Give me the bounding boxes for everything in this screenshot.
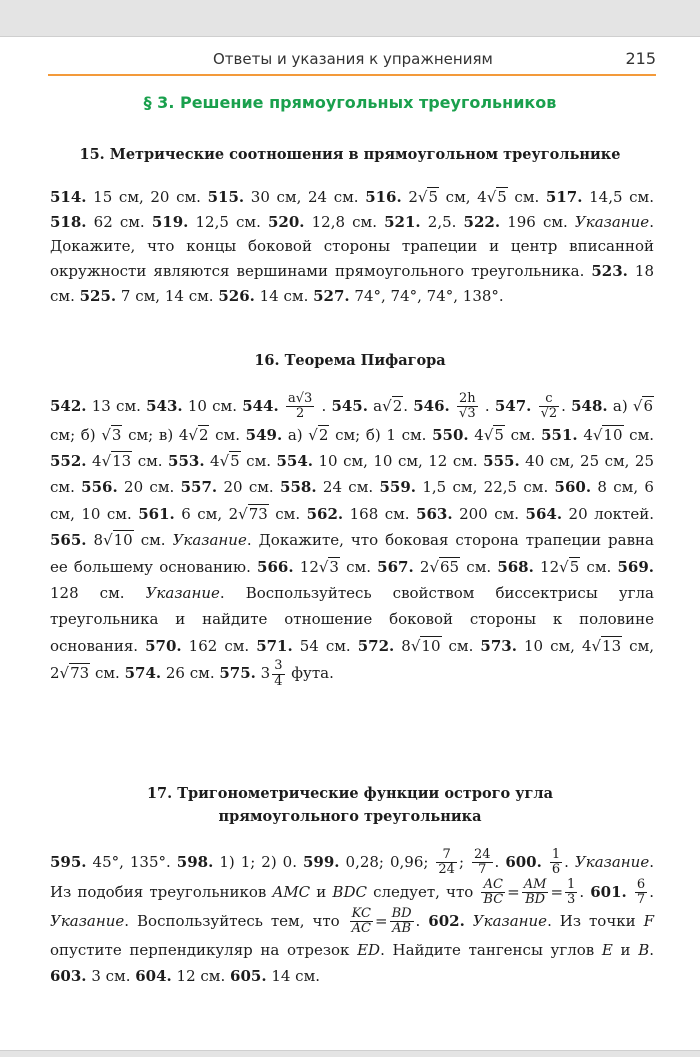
exercise-number: 545. xyxy=(331,396,368,415)
exercise-number: 554. xyxy=(276,452,314,470)
exercise-number: 515. xyxy=(207,188,245,206)
exercise-number: 569. xyxy=(617,557,654,576)
exercise-number: 603. xyxy=(50,966,87,985)
exercise-number: 557. xyxy=(180,478,218,497)
exercise-number: 544. xyxy=(242,396,279,415)
hint-label: Указание xyxy=(574,212,650,231)
exercise-number: 517. xyxy=(545,188,583,206)
section-title-15: 15. Метрические соотношения в прямоугольном треугольнике xyxy=(79,146,621,163)
exercise-number: 572. xyxy=(357,636,395,655)
exercise-number: 605. xyxy=(230,966,267,985)
exercise-number: 546. xyxy=(413,396,450,415)
fraction: $\frac{a√3}{2}$ xyxy=(287,391,313,422)
exercise-number: 520. xyxy=(267,212,305,231)
exercise-number: 553. xyxy=(168,452,205,470)
exercise-number: 561. xyxy=(138,504,175,523)
exercise-number: 548. xyxy=(571,396,608,415)
exercise-number: 521. xyxy=(384,212,421,231)
exercise-number: 573. xyxy=(480,636,517,655)
exercise-number: 570. xyxy=(145,636,182,655)
exercise-number: 543. xyxy=(146,396,183,415)
exercise-number: 568. xyxy=(497,557,534,576)
fraction: $\frac{1}{3}$ xyxy=(567,876,576,907)
exercise-number: 575. xyxy=(219,664,256,683)
viewer-top-bar xyxy=(0,0,700,37)
fraction: $\frac{3}{4}$ xyxy=(274,658,283,689)
fraction: $\frac{AC}{BC}$ xyxy=(483,876,504,907)
exercise-number: 527. xyxy=(313,286,350,305)
exercise-number: 519. xyxy=(151,212,189,231)
exercise-number: 563. xyxy=(416,504,453,523)
exercise-number: 564. xyxy=(525,504,563,523)
exercise-number: 604. xyxy=(135,966,172,985)
page-number: 215 xyxy=(625,49,656,68)
section-title-17-line2: прямоугольного треугольника xyxy=(218,808,482,825)
exercise-number: 602. xyxy=(428,911,465,930)
fraction: $\frac{1}{6}$ xyxy=(551,847,561,878)
hint-label: Указание xyxy=(145,584,220,603)
hint-label: Указание xyxy=(574,852,650,871)
section-16-answers: 542. 13 см. 543. 10 см. 544. $\frac{a√3}{2}$ . 545. a√2. 546. $\frac{2h}{√3}$ . 547. $\frac{c}{√2}$ . 548. а) √6 см; б) √3 см; в) 4√2 см. 549. а) √2 см; б) 1 см. 550. 4√5 см. 551. 4√10 см. 552. 4√13 см. 553. 4√5 см. 554. 10 см, 10 см, 12 см. 555. 40 см, 25 см, 25 см. 556. 20 см. 557. 20 см. 558. 24 см. 559. 1,5 см, 22,5 см. 560. 8 см, 6 см, 10 см. 561. 6 см, 2√73 см. 562. 168 см. 563. 200 см. 564. 20 локтей. 565. 8√10 см. Указание. Докажите, что боковая сторона трапеции равна ее большему основанию. 566. 12√3 см. 567. 2√65 см. 568. 12√5 см. 569. 128 см. Указание. Воспользуйтесь свойством биссектрисы угла треугольника и найдите отношение боковой стороны к половине основания. 570. 162 см. 571. 54 см. 572. 8√10 см. 573. 10 см, 4√13 см, 2√73 см. 574. 26 см. 575. 3 $\frac{3}{4}$ фута. xyxy=(50,391,655,689)
fraction: $\frac{c}{√2}$ xyxy=(540,391,558,422)
running-header xyxy=(48,46,656,76)
hint-label: Указание xyxy=(472,911,548,930)
fraction: $\frac{BD}{AB}$ xyxy=(391,906,412,937)
exercise-number: 599. xyxy=(302,852,340,871)
exercise-number: 522. xyxy=(463,212,501,231)
exercise-number: 542. xyxy=(50,396,87,415)
exercise-number: 567. xyxy=(377,557,414,576)
exercise-number: 547. xyxy=(494,396,532,415)
exercise-number: 601. xyxy=(590,882,627,901)
fraction: $\frac{6}{7}$ xyxy=(636,876,646,907)
chapter-title: § 3. Решение прямоугольных треугольников xyxy=(143,93,557,112)
exercise-number: 566. xyxy=(257,557,294,576)
exercise-number: 595. xyxy=(50,852,87,871)
exercise-number: 565. xyxy=(50,531,87,550)
exercise-number: 514. xyxy=(50,188,87,206)
exercise-number: 551. xyxy=(541,425,578,444)
exercise-number: 549. xyxy=(245,425,283,444)
exercise-number: 600. xyxy=(505,852,542,871)
fraction: $\frac{AM}{BD}$ xyxy=(523,876,547,907)
exercise-number: 556. xyxy=(81,478,118,497)
hint-label: Указание xyxy=(50,911,125,930)
hint-label: Указание xyxy=(172,531,247,550)
section-title-17-line1: 17. Тригонометрические функции острого угла xyxy=(146,785,554,802)
exercise-number: 571. xyxy=(256,636,293,655)
section-17-answers: 595. 45°, 135°. 598. 1) 1; 2) 0. 599. 0,28; 0,96; $\frac{7}{24}$ ; $\frac{24}{7}$ . 600. $\frac{1}{6}$ . Указание. Из подобия треугольников AMC и BDC следует, что $\frac{AC}{BC}$ = $\frac{AM}{BD}$ = $\frac{1}{3}$ . 601. $\frac{6}{7}$ . Указание. Воспользуйтесь тем, что $\frac{KC}{AC}$ = $\frac{BD}{AB}$ . 602. Указание. Из точки F опустите перпендикуляр на отрезок ED. Найдите тангенсы углов E и B. 603. 3 см. 604. 12 см. 605. 14 см. xyxy=(50,847,654,985)
exercise-number: 559. xyxy=(379,478,417,497)
exercise-number: 550. xyxy=(432,425,469,444)
exercise-number: 516. xyxy=(365,188,402,206)
exercise-number: 525. xyxy=(79,286,117,305)
exercise-number: 555. xyxy=(483,452,520,470)
fraction: $\frac{2h}{√3}$ xyxy=(458,391,476,422)
fraction: $\frac{7}{24}$ xyxy=(438,847,455,878)
header-title: Ответы и указания к упражнениям xyxy=(213,50,493,68)
exercise-number: 574. xyxy=(124,664,162,683)
exercise-number: 598. xyxy=(176,852,214,871)
exercise-number: 562. xyxy=(306,504,344,523)
fraction: $\frac{24}{7}$ xyxy=(474,847,491,878)
exercise-number: 526. xyxy=(218,286,255,305)
exercise-number: 560. xyxy=(554,478,592,497)
section-15-answers: 514. 15 см, 20 см. 515. 30 см, 24 см. 516. 2√5 см, 4√5 см. 517. 14,5 см. 518. 62 см. 519. 12,5 см. 520. 12,8 см. 521. 2,5. 522. 196 см. Указание. Докажите, что концы боковой стороны трапеции и центр вписанной окружности являются вершинами прямоугольного треугольника. 523. 18 см. 525. 7 см, 14 см. 526. 14 см. 527. 74°, 74°, 74°, 138°. xyxy=(50,188,655,305)
section-title-16: 16. Теорема Пифагора xyxy=(254,352,446,369)
fraction: $\frac{KC}{AC}$ xyxy=(351,906,371,937)
exercise-number: 518. xyxy=(50,212,87,231)
exercise-number: 523. xyxy=(591,262,628,281)
exercise-number: 558. xyxy=(280,478,317,497)
exercise-number: 552. xyxy=(50,452,87,470)
